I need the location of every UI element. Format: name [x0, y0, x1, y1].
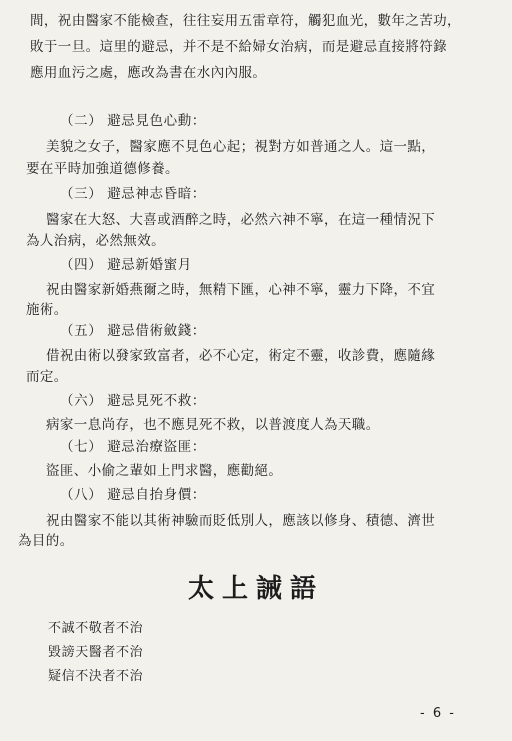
text-line: 祝由醫家新婚燕爾之時，無精下匯，心神不寧，靈力下降，不宜 — [46, 282, 436, 298]
page-number: - 6 - — [420, 706, 456, 721]
section-heading: （七） 避忌治療盜匪： — [60, 439, 206, 455]
text-line: 祝由醫家不能以其術神驗而貶低別人，應該以修身、積德、濟世 — [46, 513, 436, 529]
section-heading: （四） 避忌新婚蜜月 — [60, 257, 192, 273]
text-line: 而定。 — [26, 369, 68, 385]
text-line: 應用血污之處，應改為書在水內內服。 — [30, 65, 267, 81]
text-line: 敗于一旦。這里的避忌，并不是不給婦女治病，而是避忌直接將符錄 — [30, 39, 447, 55]
section-heading: （二） 避忌見色心動： — [60, 113, 206, 129]
text-line: 為人治病，必然無效。 — [26, 233, 165, 249]
text-line: 醫家在大怒、大喜或酒醉之時，必然六神不寧，在這一種情況下 — [46, 212, 436, 228]
section-heading: （八） 避忌自抬身價： — [60, 487, 206, 503]
text-line: 美貌之女子，醫家應不見色心起；視對方如普通之人。這一點， — [46, 139, 436, 155]
saying-line: 毀謗天醫者不治 — [48, 645, 144, 660]
text-line: 病家一息尚存，也不應見死不救，以普渡度人為天職。 — [46, 417, 380, 433]
text-line: 為目的。 — [18, 533, 74, 549]
section-heading: （五） 避忌借術斂錢： — [60, 323, 206, 339]
section-title: 太上誡語 — [187, 574, 324, 604]
saying-line: 疑信不決者不治 — [48, 669, 144, 684]
text-line: 盜匪、小偷之輩如上門求醫，應勸絕。 — [46, 463, 283, 479]
text-line: 施術。 — [26, 302, 68, 318]
saying-line: 不誠不敬者不治 — [48, 621, 144, 636]
text-line: 間，祝由醫家不能檢查，往往妄用五雷章符，觸犯血光，數年之苦功， — [30, 13, 461, 29]
text-line: 要在平時加強道德修養。 — [26, 161, 179, 177]
text-line: 借祝由術以發家致富者，必不心定，術定不靈，收診費，應隨緣 — [46, 348, 436, 364]
section-heading: （三） 避忌神志昏暗： — [60, 186, 206, 202]
section-heading: （六） 避忌見死不救： — [60, 393, 206, 409]
